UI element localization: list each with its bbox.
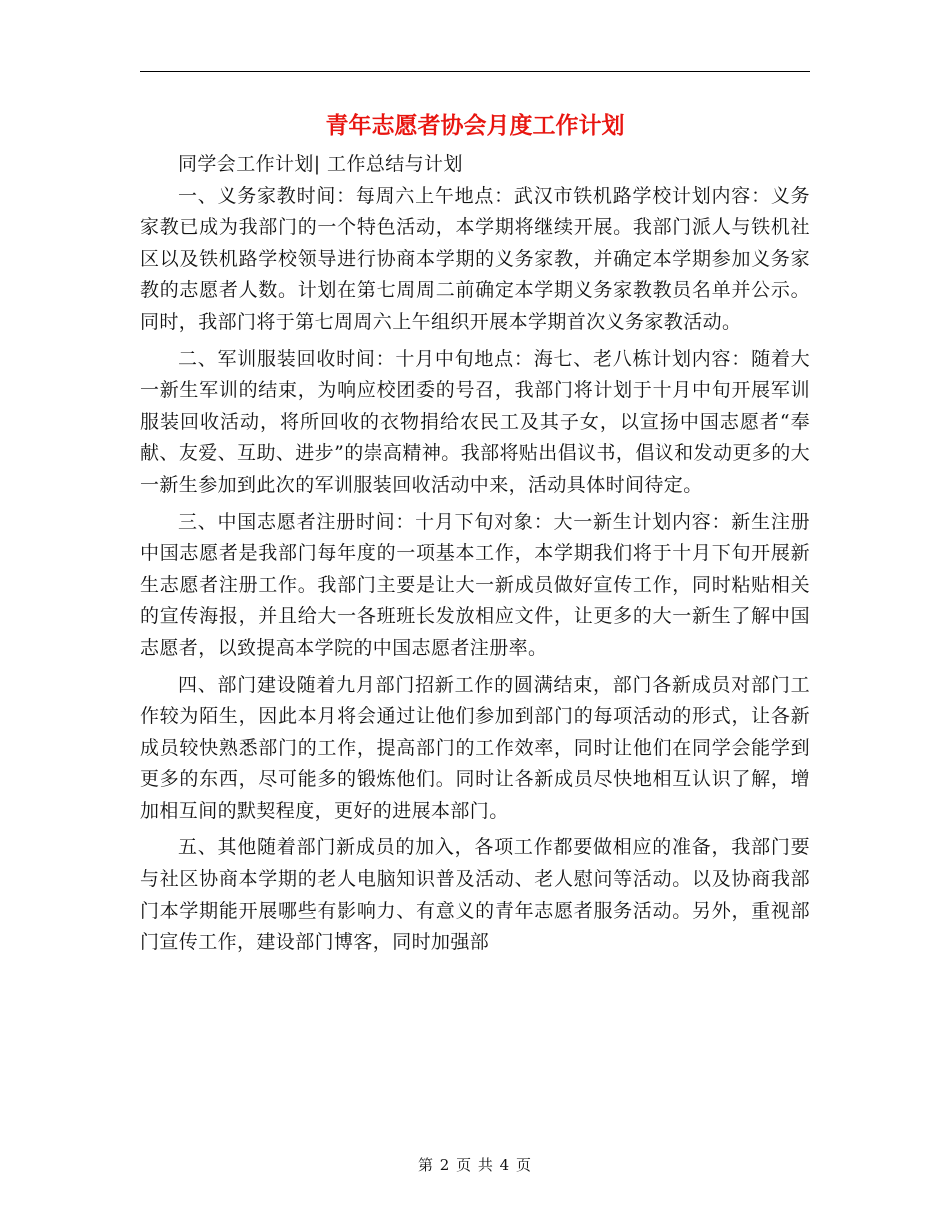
document-body <box>140 149 810 964</box>
paragraph-department-building: 四、部门建设随着九月部门招新工作的圆满结束，部门各新成员对部门工作较为陌生，因此本月将会通过让他们参加到部门的每项活动的形式，让各新成员较快熟悉部门的工作，提高部门的工作效率，同时让他们在同学会能学到更多的东西，尽可能多的锻炼他们。同时让各新成员尽快地相互认识了解，增加相互间的默契程度，更好的进展本部门。 <box>140 673 810 822</box>
document-title: 青年志愿者协会月度工作计划 <box>325 112 625 139</box>
paragraph-tutoring: 一、义务家教时间：每周六上午地点：武汉市铁机路学校计划内容：义务家教已成为我部门的一个特色活动，本学期将继续开展。我部门派人与铁机社区以及铁机路学校领导进行协商本学期的义务家教，并确定本学期参加义务家教的志愿者人数。计划在第七周周二前确定本学期义务家教教员名单并公示。同时，我部门将于第七周周六上午组织开展本学期首次义务家教活动。 <box>140 184 810 333</box>
paragraph-uniform-recycling: 二、军训服装回收时间：十月中旬地点：海七、老八栋计划内容：随着大一新生军训的结束，为响应校团委的号召，我部门将计划于十月中旬开展军训服装回收活动，将所回收的衣物捐给农民工及其子女，以宣扬中国志愿者“奉献、友爱、互助、进步”的崇高精神。我部将贴出倡议书，倡议和发动更多的大一新生参加到此次的军训服装回收活动中来，活动具体时间待定。 <box>140 347 810 496</box>
paragraph-other: 五、其他随着部门新成员的加入，各项工作都要做相应的准备，我部门要与社区协商本学期的老人电脑知识普及活动、老人慰问等活动。以及协商我部门本学期能开展哪些有影响力、有意义的青年志愿者服务活动。另外，重视部门宣传工作，建设部门博客，同时加强部 <box>140 836 810 954</box>
paragraph-volunteer-registration: 三、中国志愿者注册时间：十月下旬对象：大一新生计划内容：新生注册中国志愿者是我部门每年度的一项基本工作，本学期我们将于十月下旬开展新生志愿者注册工作。我部门主要是让大一新成员做好宣传工作，同时粘贴相关的宣传海报，并且给大一各班班长发放相应文件，让更多的大一新生了解中国志愿者，以致提高本学院的中国志愿者注册率。 <box>140 510 810 659</box>
page-number: 第 2 页 共 4 页 <box>418 1156 532 1174</box>
header-rule <box>140 71 810 72</box>
paragraph-subtitle: 同学会工作计划| 工作总结与计划 <box>178 153 463 175</box>
